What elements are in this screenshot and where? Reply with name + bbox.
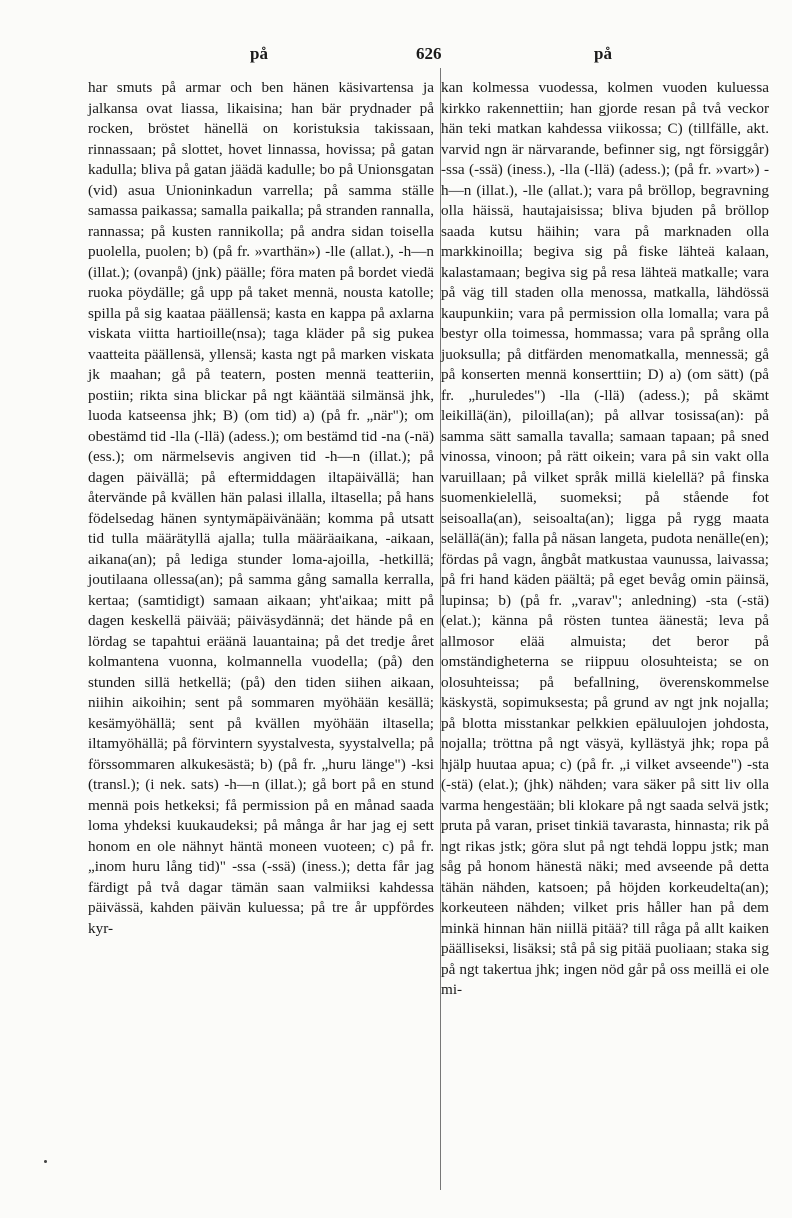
page-number: 626: [416, 44, 442, 63]
left-guide-word: på: [250, 44, 268, 63]
left-column: [88, 78, 434, 1188]
right-column-text: kan kolmessa vuodessa, kolmen vuoden kuluessa kirkko rakennettiin; han gjorde resan på två veckor hän teki matkan kahdessa viikossa; C) (tillfälle, akt. varvid ngn är närvarande, befinner sig, ngt försiggår) -ssa (-ssä) (iness.), -lla (-llä) (adess.); (på fr. »vart») -h—n (illat.), -lle (allat.); vara på bröllop, begravning olla häissä, hautajaisissa; bliva bjuden på bröllop saada kutsu häihin; vara på marknaden olla markkinoilla; begiva sig på fiske lähteä kalaan, kalastamaan; begiva sig på resa lähteä matkalle; vara på väg till staden olla menossa, matkalla, lähdössä kaupunkiin; vara på permission olla lomalla; vara på bestyr olla toimessa, hommassa; vara på språng olla juoksulla; på ditfärden menomatkalla, mennessä; gå på konserten mennä konserttiin; D) a) (om sätt) (på fr. „huruledes") -lla (-llä) (adess.); på skämt leikillä(än), piloilla(an); på allvar tosissa(an): på samma sätt samalla tavalla; samaan tapaan; på sned vinossa, vinoon; på rätt oikein; vara på sin vakt olla varuillaan; på vilket språk millä kielellä? på finska suomenkielellä, suomeksi; på stående fot seisoalla(an), seisoalta(an); ligga på rygg maata selällä(än); falla på näsan langeta, pudota nenälle(en); fördas på vagn, ångbåt matkustaa vaunussa, laivassa; på fri hand käden päältä; på eget bevåg omin päinsä, lupinsa; b) (på fr. „varav"; anledning) -sta (-stä) (elat.); känna på rösten tuntea äänestä; leva på allmosor elää almuista; det beror på omständigheterna se riippuu olosuhteista; se on olosuhteissa; på befallning, överenskommelse käskystä, sopimuksesta; på grund av ngt jnk nojalla; på blotta misstankar pelkkien epäluulojen johdosta, nojalla; tröttna på ngt väsyä, kyllästyä jhk; ropa på hjälp huutaa apua; c) (på fr. „i vilket avseende") -sta (-stä) (elat.); (jhk) nähden; vara säker på sitt liv olla varma hengestään; bli klokare på ngt saada selvä jstk; pruta på varan, priset tinkiä tavarasta, hinnasta; rik på ngt rikas jstk; göra slut på ngt tehdä loppu jstk; man såg på honom hänestä näki; med avseende på detta tähän nähden, katsoen; på höjden korkeudelta(an); korkeuteen nähden; vilket pris håller han på dem minkä hinnan hän niillä pitää? till råga på allt kaiken päälliseksi, lisäksi; stå på sig pitää puoliaan; staka sig på ngt takertua jhk; ingen nöd går på oss meillä ei ole mi-: [441, 79, 769, 998]
right-guide-word: på: [594, 44, 612, 63]
left-column-text: har smuts på armar och ben hänen käsivartensa ja jalkansa ovat liassa, likaisina; han bär prydnader på rocken, bröstet hänellä on koristuksia takissaan, rinnassaan; på slottet, hovet linnassa, hovissa; på gatan kadulla; bliva på gatan jäädä kadulle; bo på Unionsgatan (vid) asua Unioninkadun varrella; på samma ställe samassa paikassa; samalla paikalla; på stranden rannalla, rannassa; på kusten rannikolla; på andra sidan toisella puolella, puolen; b) (på fr. »varthän») -lle (allat.), -h—n (illat.); (ovanpå) (jnk) päälle; föra maten på bordet viedä ruoka pöydälle; gå upp på taket mennä, nousta katolle; spilla på sig kaataa päällensä; kasta en kappa på axlarna viskata viitta hartioille(nsa); taga kläder på sig pukea vaatteita päällensä, yllensä; kasta ngt på marken viskata jk maahan; gå på teatern, posten mennä teatteriin, postiin; rikta sina blickar på ngt kääntää silmänsä jhk, luoda katseensa jhk; B) (om tid) a) (på fr. „när"); om obestämd tid -lla (-llä) (adess.); om bestämd tid -na (-nä) (ess.); om närmelsevis angiven tid -h—n (illat.); på dagen päivällä; på eftermiddagen iltapäivällä; han återvände på kvällen hän palasi illalla, iltasella; på hans födelsedag hänen syntymäpäivänään; komma på utsatt tid tulla määrätyllä ajalla; tulla määräaikana, -aikaan, aikana(an); på lediga stunder loma-ajoilla, -hetkillä; joutilaana ollessa(an); på samma gång samalla kerralla, kertaa; (samtidigt) samaan aikaan; yht'aikaa; mitt på dagen keskellä päivää; päiväsydännä; det hände på en lördag se tapahtui eräänä lauantaina; på det tredje året kolmantena vuonna, kolmannella vuodella; (på) den stunden sillä hetkellä; (på) den tiden siihen aikaan, niihin aikoihin; sent på sommaren myöhään kesällä; kesämyöhällä; sent på kvällen myöhään iltasella; iltamyöhällä; på förvintern syystalvesta, syystalvella; på förssommaren alkukesästä; b) (på fr. „huru länge") -ksi (transl.); (i nek. sats) -h—n (illat.); gå bort på en stund mennä pois hetkeksi; få permission på en månad saada loma yhdeksi kuukaudeksi; på många år har jag ej sett honom en ole nähnyt häntä moneen vuoteen; c) på fr. „inom huru lång tid)" -ssa (-ssä) (iness.); detta får jag färdigt på två dagar tämän saan valmiiksi kahdessa päivässä, kahden päivän kuluessa; på tre år uppfördes kyr-: [88, 79, 434, 937]
right-column: [441, 78, 769, 1188]
margin-speck: [44, 1160, 47, 1163]
page-header: [0, 44, 792, 70]
